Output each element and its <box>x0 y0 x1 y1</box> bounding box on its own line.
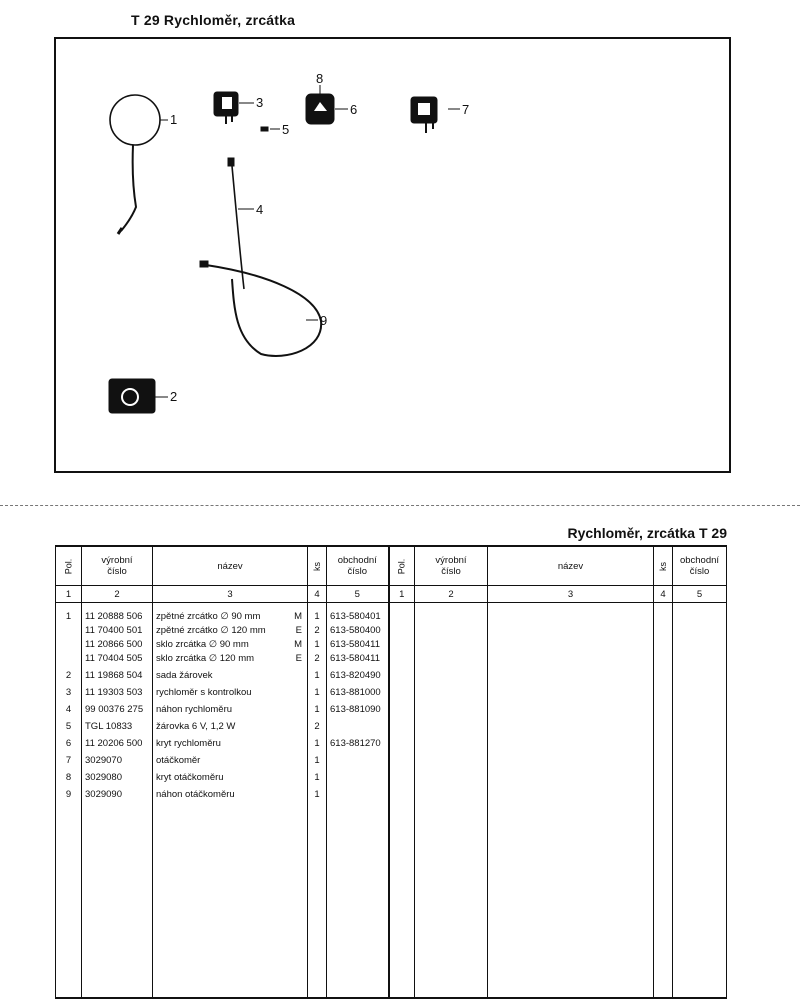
row-nazev-text: sklo zrcátka ∅ 90 mm <box>156 638 249 650</box>
row-vyrobni-cislo: 3029070 <box>82 750 153 767</box>
empty-cell <box>389 750 415 767</box>
table-row <box>56 665 727 682</box>
callout-7: 7 <box>462 102 470 117</box>
bulb-part <box>261 122 289 137</box>
empty-cell <box>389 784 415 801</box>
row-obchodni-cislo: 613-881000 <box>327 682 389 699</box>
empty-cell <box>654 716 673 733</box>
row-ks: 1 <box>308 750 327 767</box>
column-number: 3 <box>153 586 308 603</box>
row-nazev <box>153 767 308 784</box>
row-vyrobni-cislo: TGL 10833 <box>82 716 153 733</box>
empty-cell <box>488 603 654 624</box>
row-nazev-text: náhon rychloměru <box>156 703 233 715</box>
row-pol: 8 <box>56 767 82 784</box>
row-obchodni-cislo <box>327 716 389 733</box>
row-variant: E <box>295 652 302 664</box>
table-title: Rychloměr, zrcátka T 29 <box>567 525 727 541</box>
empty-cell <box>389 603 415 624</box>
row-nazev <box>153 637 308 651</box>
empty-cell <box>415 699 488 716</box>
row-pol: 7 <box>56 750 82 767</box>
empty-cell <box>415 801 488 998</box>
empty-cell <box>488 623 654 637</box>
exploded-parts-diagram <box>54 37 731 473</box>
empty-cell <box>673 716 727 733</box>
header-vyrobni-cislo-2: výrobní číslo <box>415 546 488 586</box>
empty-cell <box>488 784 654 801</box>
row-vyrobni-cislo: 11 19303 503 <box>82 682 153 699</box>
table-row <box>56 750 727 767</box>
row-vyrobni-cislo: 11 19868 504 <box>82 665 153 682</box>
row-ks: 2 <box>308 651 327 665</box>
row-nazev-text: sklo zrcátka ∅ 120 mm <box>156 652 255 664</box>
empty-cell <box>654 603 673 624</box>
empty-cell <box>488 750 654 767</box>
row-nazev-text: rychloměr s kontrolkou <box>156 686 252 698</box>
empty-cell <box>488 699 654 716</box>
empty-cell <box>673 623 727 637</box>
row-nazev-text: kryt rychloměru <box>156 737 221 749</box>
callout-5: 5 <box>282 122 290 137</box>
row-vyrobni-cislo: 11 70400 501 <box>82 623 153 637</box>
row-vyrobni-cislo: 11 20866 500 <box>82 637 153 651</box>
row-pol: 5 <box>56 716 82 733</box>
row-nazev <box>153 784 308 801</box>
row-obchodni-cislo: 613-881090 <box>327 699 389 716</box>
row-obchodni-cislo: 613-580400 <box>327 623 389 637</box>
row-obchodni-cislo: 613-580401 <box>327 603 389 624</box>
column-number: 4 <box>654 586 673 603</box>
table-row <box>56 623 727 637</box>
empty-cell <box>389 637 415 651</box>
empty-cell <box>673 682 727 699</box>
empty-cell <box>654 750 673 767</box>
empty-cell <box>389 716 415 733</box>
row-nazev <box>153 750 308 767</box>
row-pol: 2 <box>56 665 82 682</box>
mirror-part <box>110 95 177 234</box>
empty-cell <box>488 801 654 998</box>
column-number: 2 <box>415 586 488 603</box>
row-pol: 9 <box>56 784 82 801</box>
column-number: 5 <box>327 586 389 603</box>
empty-cell <box>488 716 654 733</box>
empty-cell <box>654 784 673 801</box>
header-nazev-2: název <box>488 546 654 586</box>
row-nazev <box>153 733 308 750</box>
row-nazev <box>153 699 308 716</box>
header-pol: Pol. <box>56 546 82 586</box>
table-row <box>56 637 727 651</box>
column-number: 5 <box>673 586 727 603</box>
table-row <box>56 603 727 624</box>
row-vyrobni-cislo: 11 20206 500 <box>82 733 153 750</box>
empty-cell <box>415 733 488 750</box>
row-vyrobni-cislo: 3029080 <box>82 767 153 784</box>
row-pol <box>56 651 82 665</box>
table-filler-row <box>56 801 727 998</box>
header-ks: ks <box>308 546 327 586</box>
empty-cell <box>654 767 673 784</box>
empty-cell <box>654 682 673 699</box>
callout-3: 3 <box>256 95 264 110</box>
row-obchodni-cislo <box>327 784 389 801</box>
row-nazev-text: zpětné zrcátko ∅ 120 mm <box>156 624 266 636</box>
callout-6: 6 <box>350 102 358 117</box>
bulb-set-part <box>109 379 177 413</box>
empty-cell <box>389 665 415 682</box>
empty-cell <box>673 767 727 784</box>
empty-cell <box>82 801 153 998</box>
row-nazev <box>153 665 308 682</box>
column-number: 3 <box>488 586 654 603</box>
row-obchodni-cislo: 613-580411 <box>327 651 389 665</box>
row-nazev-text: žárovka 6 V, 1,2 W <box>156 720 236 732</box>
empty-cell <box>415 682 488 699</box>
callout-4: 4 <box>256 202 264 217</box>
row-ks: 1 <box>308 699 327 716</box>
header-pol-2: Pol. <box>389 546 415 586</box>
row-variant: M <box>294 638 302 650</box>
row-ks: 1 <box>308 665 327 682</box>
column-number: 4 <box>308 586 327 603</box>
empty-cell <box>415 603 488 624</box>
row-ks: 1 <box>308 767 327 784</box>
empty-cell <box>654 623 673 637</box>
empty-cell <box>56 801 82 998</box>
header-obchodni-cislo: obchodní číslo <box>327 546 389 586</box>
parts-illustration <box>56 39 729 471</box>
table-row <box>56 651 727 665</box>
empty-cell <box>415 651 488 665</box>
row-nazev-text: zpětné zrcátko ∅ 90 mm <box>156 610 261 622</box>
empty-cell <box>415 637 488 651</box>
empty-cell <box>673 750 727 767</box>
row-ks: 1 <box>308 784 327 801</box>
empty-cell <box>488 637 654 651</box>
column-number: 1 <box>389 586 415 603</box>
row-vyrobni-cislo: 3029090 <box>82 784 153 801</box>
row-ks: 1 <box>308 603 327 624</box>
row-variant: E <box>295 624 302 636</box>
speedometer-part <box>214 92 263 124</box>
column-number: 1 <box>56 586 82 603</box>
row-nazev <box>153 682 308 699</box>
table-row <box>56 699 727 716</box>
empty-cell <box>673 665 727 682</box>
table-header-row <box>56 546 727 586</box>
row-pol: 6 <box>56 733 82 750</box>
row-vyrobni-cislo: 11 70404 505 <box>82 651 153 665</box>
empty-cell <box>654 699 673 716</box>
empty-cell <box>654 637 673 651</box>
row-nazev-text: kryt otáčkoměru <box>156 771 224 783</box>
row-nazev <box>153 716 308 733</box>
empty-cell <box>415 665 488 682</box>
row-variant: M <box>294 610 302 622</box>
empty-cell <box>389 767 415 784</box>
empty-cell <box>389 623 415 637</box>
empty-cell <box>673 603 727 624</box>
row-nazev <box>153 623 308 637</box>
row-nazev-text: otáčkoměr <box>156 754 201 766</box>
empty-cell <box>488 767 654 784</box>
empty-cell <box>327 801 389 998</box>
row-obchodni-cislo <box>327 750 389 767</box>
empty-cell <box>654 801 673 998</box>
empty-cell <box>654 651 673 665</box>
empty-cell <box>673 784 727 801</box>
table-row <box>56 767 727 784</box>
row-nazev <box>153 651 308 665</box>
row-pol: 4 <box>56 699 82 716</box>
table-row <box>56 716 727 733</box>
empty-cell <box>654 733 673 750</box>
empty-cell <box>488 665 654 682</box>
speedometer-cover-part <box>306 71 357 124</box>
row-nazev <box>153 603 308 624</box>
row-obchodni-cislo: 613-580411 <box>327 637 389 651</box>
row-pol <box>56 637 82 651</box>
row-nazev-text: náhon otáčkoměru <box>156 788 235 800</box>
empty-cell <box>488 651 654 665</box>
empty-cell <box>389 651 415 665</box>
empty-cell <box>654 665 673 682</box>
column-number-row <box>56 586 727 603</box>
empty-cell <box>673 651 727 665</box>
row-vyrobni-cislo: 11 20888 506 <box>82 603 153 624</box>
table-row <box>56 682 727 699</box>
empty-cell <box>673 637 727 651</box>
tachometer-part <box>411 97 469 133</box>
header-ks-2: ks <box>654 546 673 586</box>
tachometer-cable-part <box>200 261 327 356</box>
empty-cell <box>415 623 488 637</box>
row-ks: 1 <box>308 733 327 750</box>
empty-cell <box>415 767 488 784</box>
empty-cell <box>389 682 415 699</box>
row-pol: 3 <box>56 682 82 699</box>
row-pol: 1 <box>56 603 82 624</box>
empty-cell <box>389 801 415 998</box>
empty-cell <box>389 733 415 750</box>
callout-2: 2 <box>170 389 178 404</box>
empty-cell <box>673 801 727 998</box>
empty-cell <box>153 801 308 998</box>
table-row <box>56 733 727 750</box>
page-divider <box>0 505 800 506</box>
callout-8: 8 <box>316 71 324 86</box>
row-ks: 2 <box>308 716 327 733</box>
row-obchodni-cislo <box>327 767 389 784</box>
column-number: 2 <box>82 586 153 603</box>
empty-cell <box>415 784 488 801</box>
header-vyrobni-cislo: výrobní číslo <box>82 546 153 586</box>
callout-9: 9 <box>320 313 328 328</box>
row-ks: 1 <box>308 637 327 651</box>
row-nazev-text: sada žárovek <box>156 669 213 681</box>
row-pol <box>56 623 82 637</box>
empty-cell <box>389 699 415 716</box>
row-vyrobni-cislo: 99 00376 275 <box>82 699 153 716</box>
page-title: T 29 Rychloměr, zrcátka <box>131 12 296 28</box>
empty-cell <box>488 682 654 699</box>
row-obchodni-cislo: 613-881270 <box>327 733 389 750</box>
row-obchodni-cislo: 613-820490 <box>327 665 389 682</box>
empty-cell <box>415 750 488 767</box>
header-nazev: název <box>153 546 308 586</box>
empty-cell <box>673 699 727 716</box>
row-ks: 1 <box>308 682 327 699</box>
empty-cell <box>308 801 327 998</box>
empty-cell <box>415 716 488 733</box>
callout-1: 1 <box>170 112 178 127</box>
empty-cell <box>488 733 654 750</box>
table-row <box>56 784 727 801</box>
parts-table <box>55 545 727 999</box>
header-obchodni-cislo-2: obchodní číslo <box>673 546 727 586</box>
empty-cell <box>673 733 727 750</box>
row-ks: 2 <box>308 623 327 637</box>
